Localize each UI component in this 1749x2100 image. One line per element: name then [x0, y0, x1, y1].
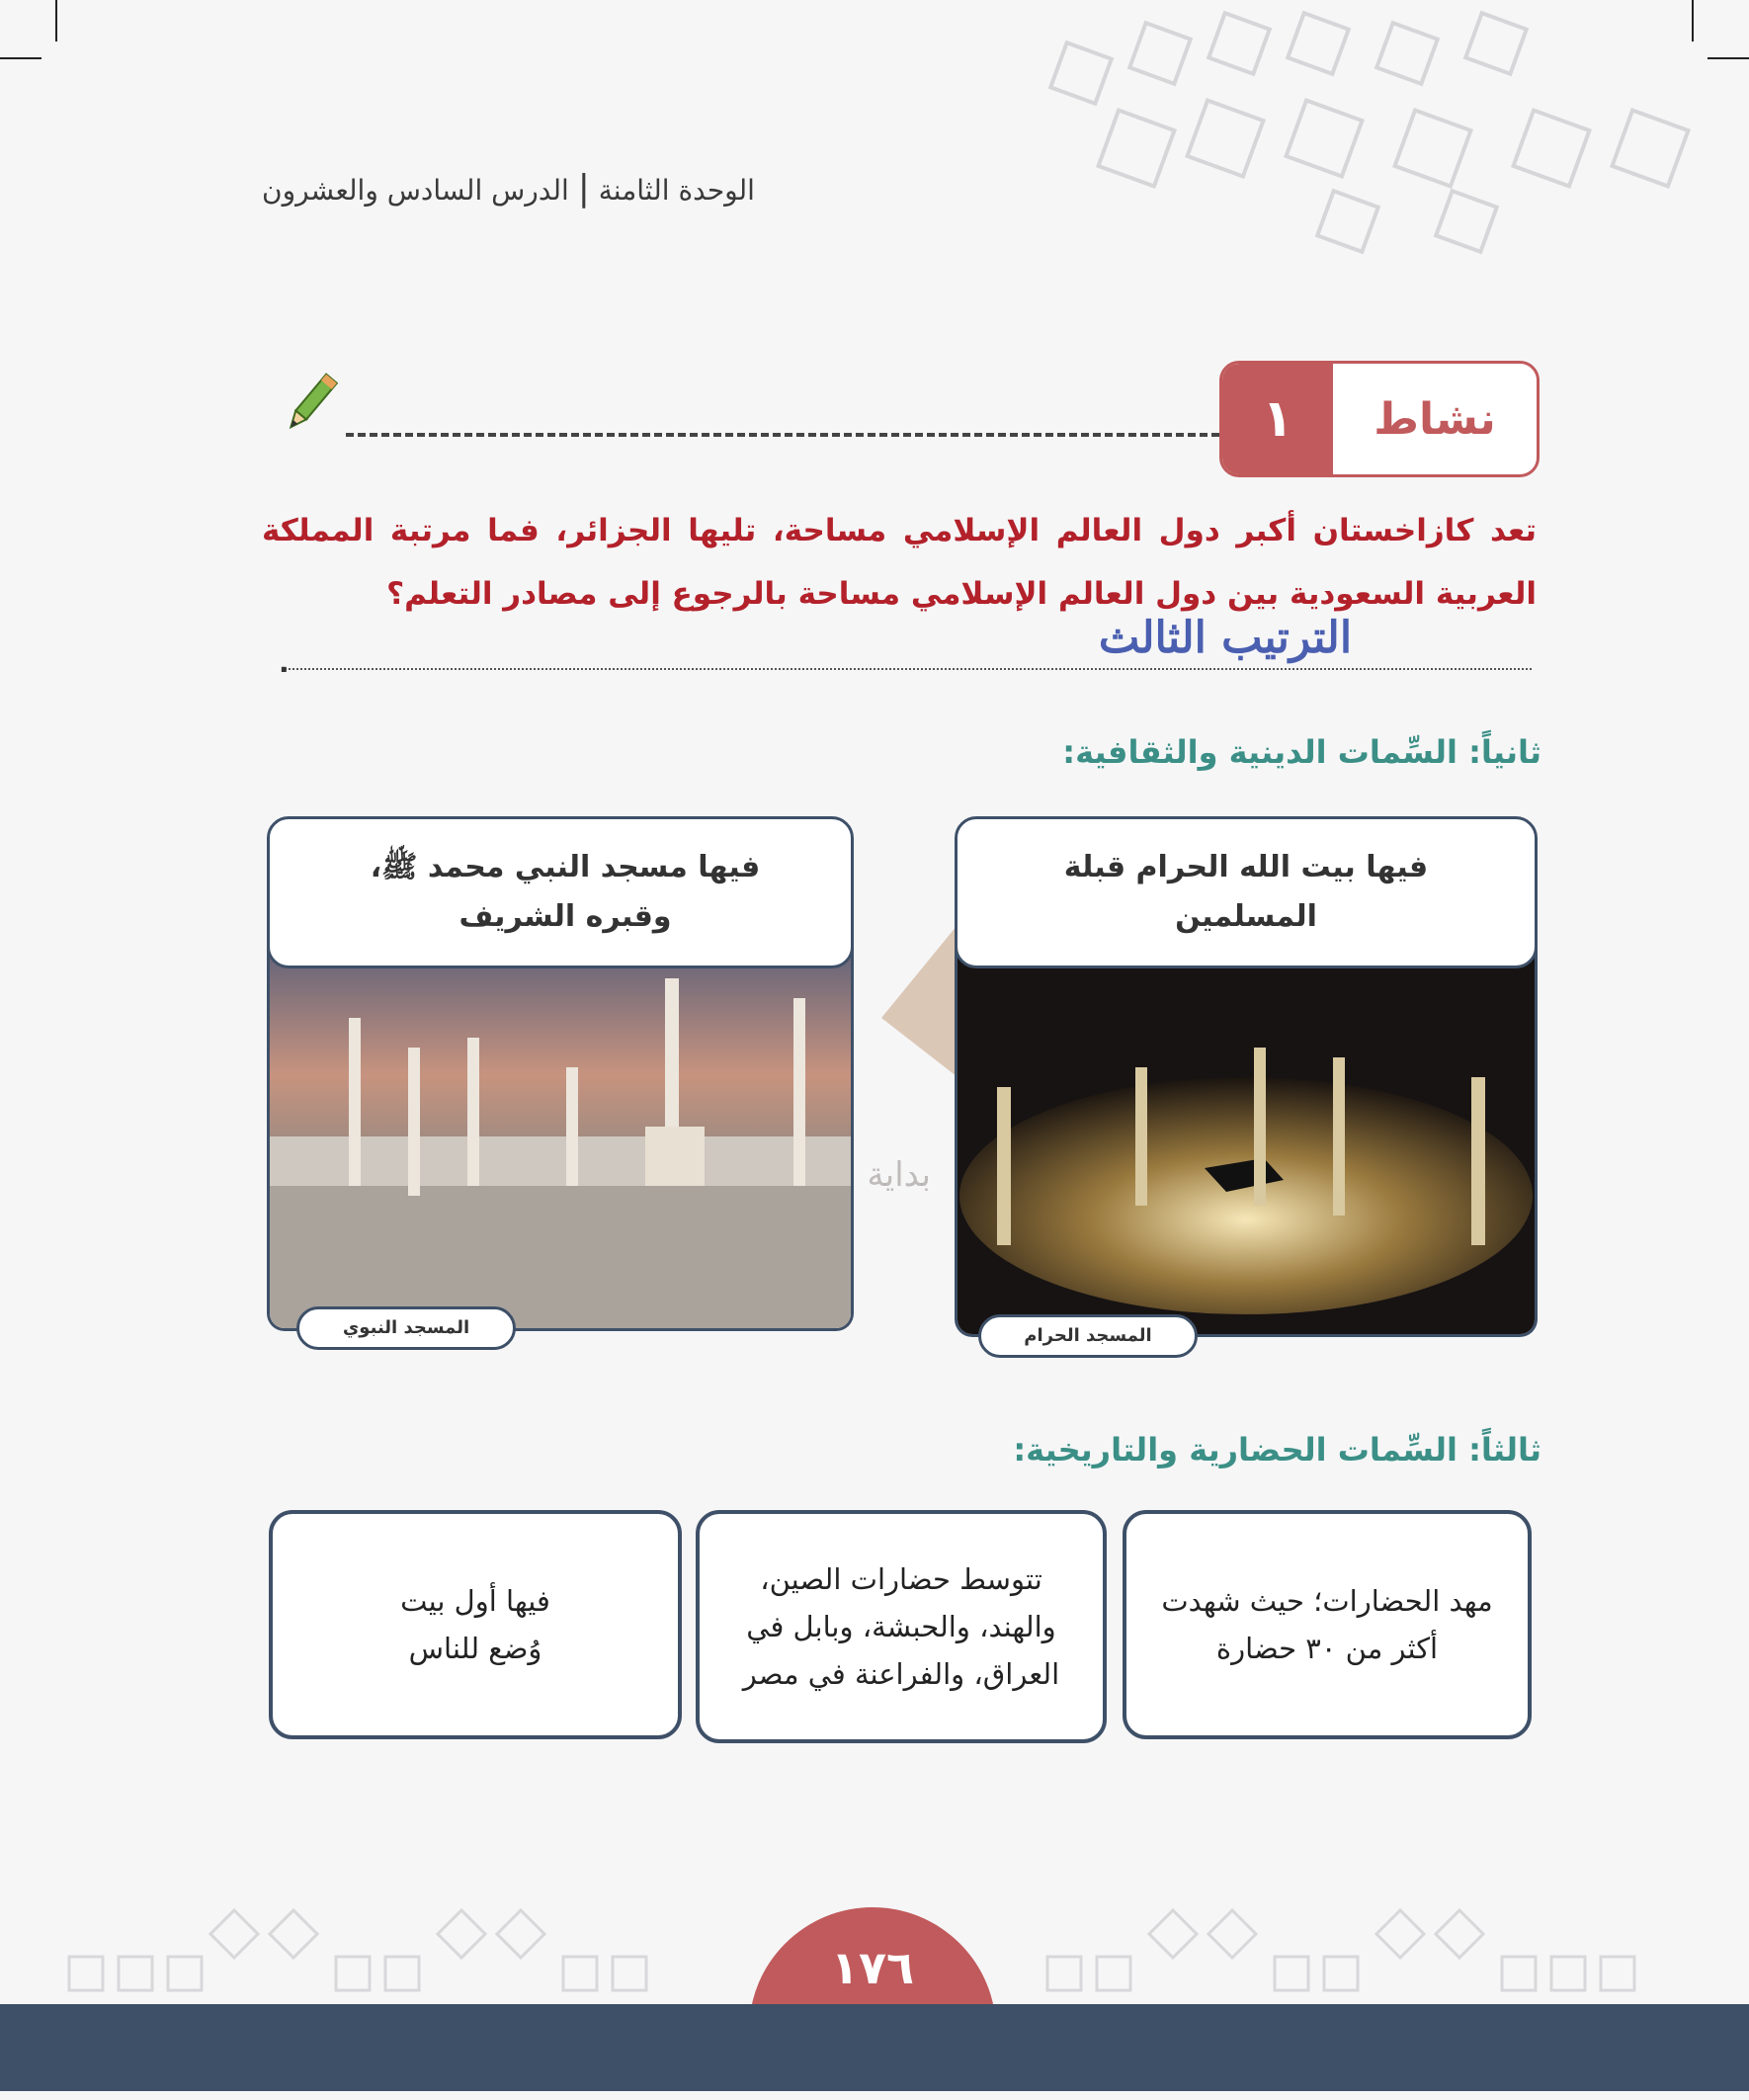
answer-end-mark: .	[279, 646, 290, 679]
photo-masjid-haram	[955, 939, 1538, 1337]
decorative-pattern-top	[1028, 10, 1749, 267]
card-masjid-nabawi	[267, 816, 854, 968]
section-religious-title: ثانياً: السِّمات الدينية والثقافية:	[1062, 733, 1541, 771]
photo-masjid-nabawi	[267, 939, 854, 1331]
dashed-separator	[346, 433, 1219, 437]
activity-label: نشاط	[1374, 393, 1496, 445]
unit-lesson-header	[262, 168, 805, 209]
crop-mark	[55, 0, 57, 42]
card-masjid-haram	[955, 816, 1538, 968]
caption-masjid-nabawi: المسجد النبوي	[296, 1306, 516, 1350]
header-separator: |	[577, 168, 590, 209]
watermark-text: بداية	[867, 1155, 931, 1195]
caption-masjid-haram: المسجد الحرام	[978, 1314, 1198, 1358]
answer-line	[282, 668, 1532, 670]
card-haram-text: فيها بيت الله الحرام قبلة المسلمين	[1063, 850, 1429, 934]
box-first-house: فيها أول بيت وُضع للناس	[269, 1510, 682, 1739]
pencil-icon	[275, 371, 344, 440]
lesson-title: الدرس السادس والعشرون	[262, 174, 569, 207]
page-number: ١٧٦	[749, 1907, 996, 2036]
handwritten-answer: الترتيب الثالث	[1098, 613, 1353, 663]
section-civilization-title: ثالثاً: السِّمات الحضارية والتاريخية:	[1013, 1431, 1541, 1469]
activity-question: تعد كازاخستان أكبر دول العالم الإسلامي مساحة، تليها الجزائر، فما مرتبة المملكة العربية السعودية بين دول العالم الإسلامي مساحة بالرجوع إلى مصادر التعلم؟	[262, 513, 1537, 612]
box-cradle-civilizations: مهد الحضارات؛ حيث شهدت أكثر من ٣٠ حضارة	[1123, 1510, 1532, 1739]
activity-badge	[1219, 361, 1540, 477]
unit-title: الوحدة الثامنة	[598, 174, 755, 207]
crop-mark	[0, 57, 42, 59]
box-central-location: تتوسط حضارات الصين، والهند، والحبشة، وبابل في العراق، والفراعنة في مصر	[696, 1510, 1107, 1743]
card-nabawi-text: فيها مسجد النبي محمد ﷺ، وقبره الشريف	[370, 850, 761, 934]
footer-band	[0, 2004, 1749, 2091]
activity-number: ١	[1222, 364, 1333, 474]
